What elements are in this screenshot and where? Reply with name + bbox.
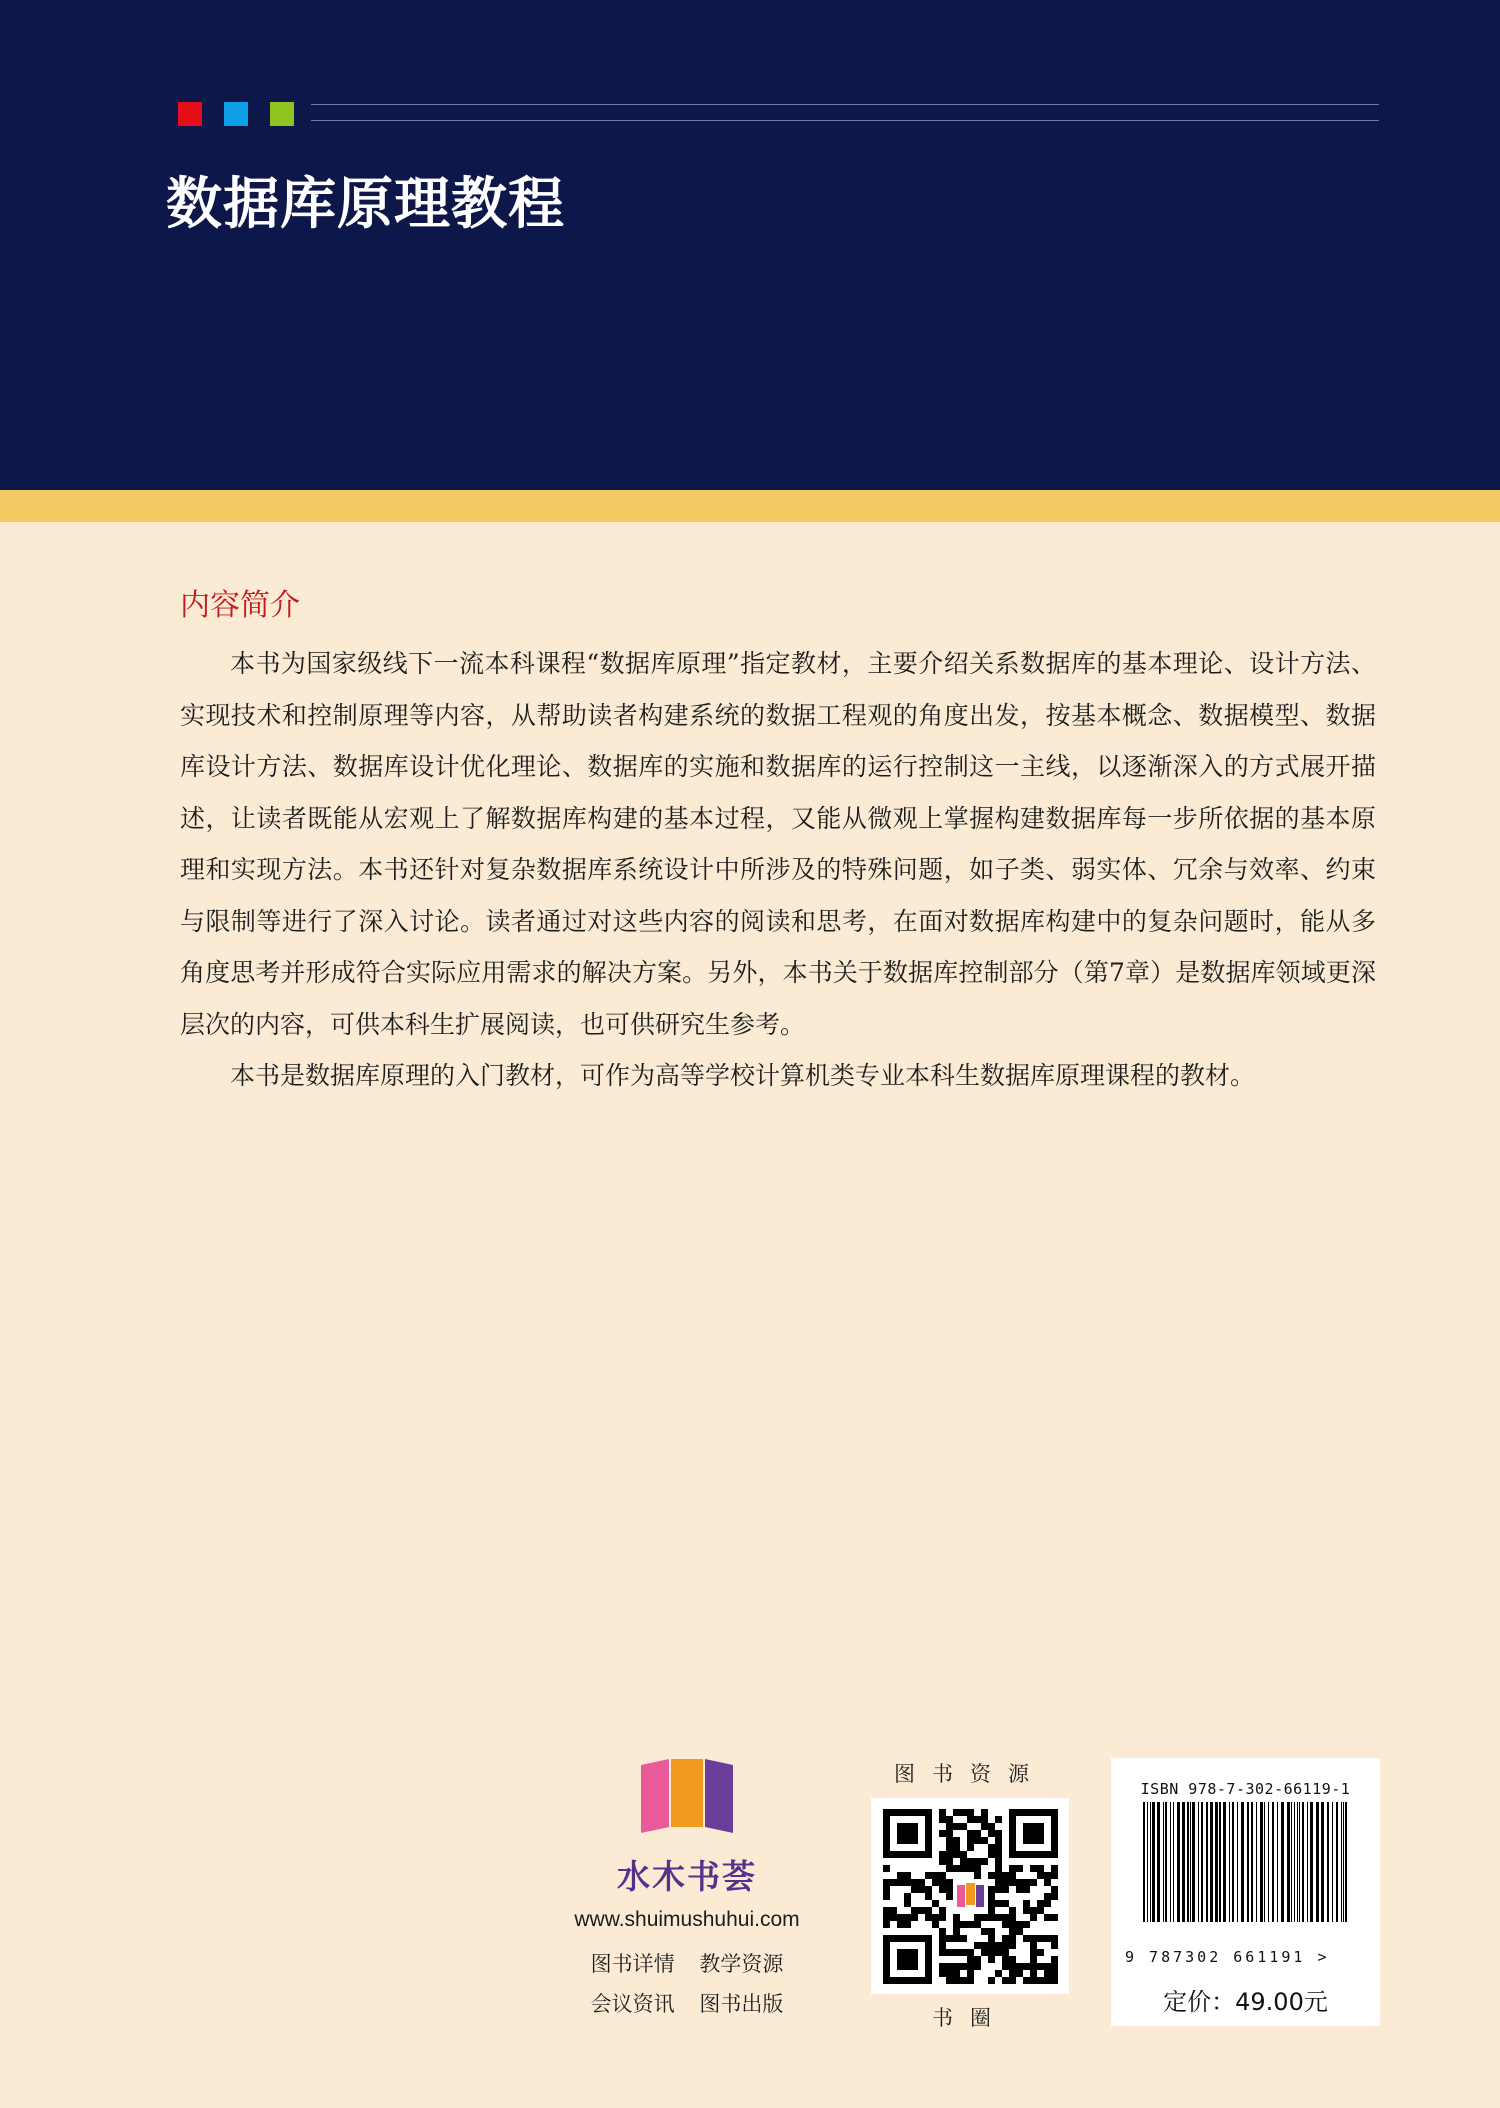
intro-body: [180, 638, 1376, 1102]
isbn-label: ISBN 978-7-302-66119-1: [1140, 1780, 1351, 1798]
link-conference-info: 会议资讯: [590, 1992, 675, 2016]
book-title: 数据库原理教程: [166, 171, 565, 237]
intro-paragraph: 本书为国家级线下一流本科课程“数据库原理”指定教材，主要介绍关系数据库的基本理论、设计方法、实现技术和控制原理等内容，从帮助读者构建系统的数据工程观的角度出发，按基本概念、数据模型、数据库设计方法、数据库设计优化理论、数据库的实施和数据库的运行控制这一主线，以逐渐深入的方式展开描述，让读者既能从宏观上了解数据库构建的基本过程，又能从微观上掌握构建数据库每一步所依据的基本原理和实现方法。本书还针对复杂数据库系统设计中所涉及的特殊问题，如子类、弱实体、冗余与效率、约束与限制等进行了深入讨论。读者通过对这些内容的阅读和思考，在面对数据库构建中的复杂问题时，能从多角度思考并形成符合实际应用需求的解决方案。另外，本书关于数据库控制部分（第7章）是数据库领域更深层次的内容，可供本科生扩展阅读，也可供研究生参考。: [180, 649, 1376, 1039]
header-rule-top: [311, 104, 1379, 105]
publisher-logo-text: 水木书荟: [617, 1857, 757, 1896]
book-logo-icon: [637, 1755, 737, 1835]
barcode-icon: [1141, 1802, 1351, 1922]
cover-header: [0, 0, 1500, 490]
blue-square: [224, 102, 248, 126]
barcode-digits: 9 787302 661191 >: [1125, 1948, 1330, 1966]
publisher-links-row: [545, 1988, 829, 2018]
intro-paragraph: 本书是数据库原理的入门教材，可作为高等学校计算机类专业本科生数据库原理课程的教材。: [230, 1061, 1256, 1090]
isbn-block: [1111, 1758, 1380, 2026]
link-book-publishing: 图书出版: [699, 1992, 784, 2016]
yellow-band: [0, 490, 1500, 522]
green-square: [270, 102, 294, 126]
price: 定价：49.00元: [1163, 1988, 1328, 2016]
header-rules: [311, 104, 1379, 122]
publisher-block: [545, 1755, 829, 2035]
qr-top-label: 图书资源: [894, 1762, 1046, 1786]
publisher-links-row: [545, 1948, 829, 1978]
link-book-details: 图书详情: [590, 1952, 675, 1976]
intro-heading: 内容简介: [180, 588, 300, 623]
qr-card: [871, 1798, 1069, 1994]
qr-code-icon: [871, 1798, 1069, 1994]
publisher-url: www.shuimushuhui.com: [574, 1908, 800, 1931]
header-rule-bottom: [311, 120, 1379, 121]
qr-block: [871, 1756, 1069, 2030]
red-square: [178, 102, 202, 126]
qr-bottom-label: 书圈: [932, 2006, 1008, 2030]
link-teaching-resources: 教学资源: [699, 1952, 784, 1976]
